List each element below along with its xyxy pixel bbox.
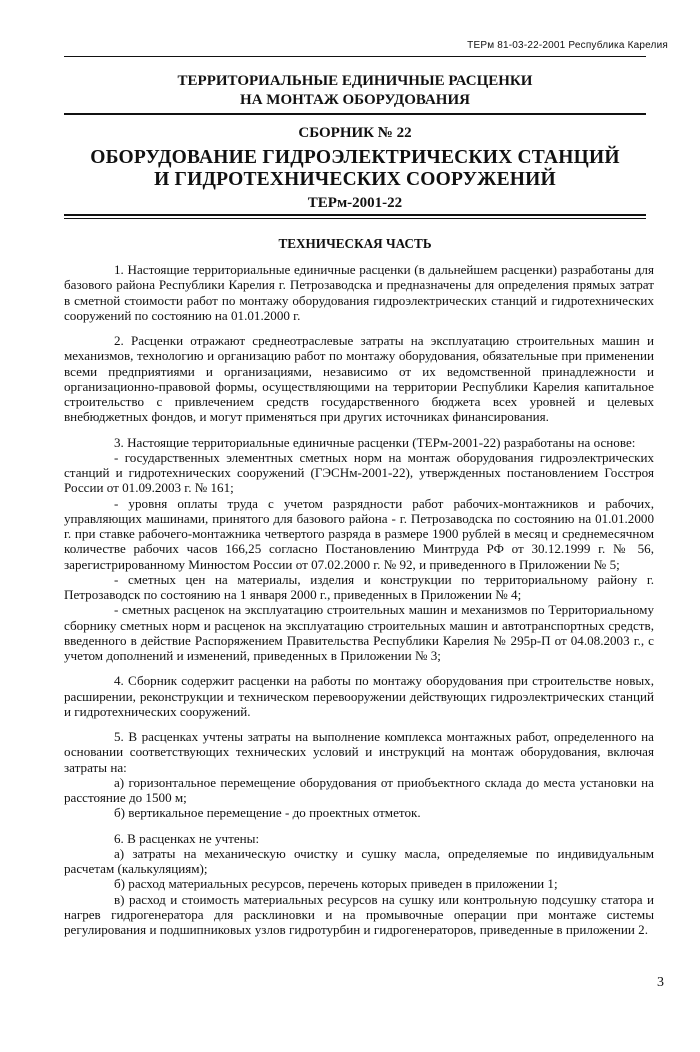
- paragraph-5: 5. В расценках учтены затраты на выполнение комплекса монтажных работ, определенного на основании соответствующих технических условий и инструкций на монтаж оборудования, включая затраты на:: [64, 729, 654, 775]
- list-item: а) затраты на механическую очистку и сушку масла, определяемые по индивидуальным расчетам (калькуляциям);: [64, 845, 654, 876]
- page-number: 3: [657, 975, 664, 990]
- collection-number: СБОРНИК № 22: [298, 125, 412, 141]
- list-item: - уровня оплаты труда с учетом разрядности работ рабочих-монтажников и рабочих, управляющих машинами, принятого для базового района - г. Петрозаводска по состоянию на 01.01.2000 г. при ставке рабочего-монтажника четвертого разряда в размере 1900 рублей в месяц и среднемесячном количестве рабочих часов 166,25 согласно Постановлению Минтруда РФ от 30.12.1999 г. № 56, зарегистрированному Минюстом России от 07.02.2000 г. № 92, и приведенного в Приложении № 5;: [64, 495, 654, 572]
- double-rule-bottom: [64, 218, 646, 219]
- header-rule: [64, 56, 646, 57]
- list-item: в) расход и стоимость материальных ресурсов на сушку или контрольную подсушку статора и нагрев гидрогенератора для расклиновки и на промывочные операции при монтаже системы регулирования и подшипниковых узлов гидротурбин и гидрогенераторов, приведенные в приложении 2.: [64, 891, 654, 937]
- paragraph-2: 2. Расценки отражают среднеотраслевые затраты на эксплуатацию строительных машин и механизмов, технологию и организацию работ по монтажу оборудования, обязательные при применении всеми предприятиями и организациями, независимо от их ведомственной принадлежности и организационно-правовой формы, осуществляющими на территории Республики Карелия капитальное строительство с привлечением средств государственного бюджета всех уровней и целевых внебюджетных фондов, и могут применяться при других источниках финансирования.: [64, 333, 654, 425]
- collection-name-line1: ОБОРУДОВАНИЕ ГИДРОЭЛЕКТРИЧЕСКИХ СТАНЦИЙ: [90, 147, 620, 168]
- list-item: а) горизонтальное перемещение оборудования от приобъектного склада до места установки на расстояние до 1500 м;: [64, 774, 654, 805]
- list-item: - сметных цен на материалы, изделия и конструкции по территориальному району г. Петрозаводск по состоянию на 1 января 2000 г., приведенных в Приложении № 4;: [64, 571, 654, 602]
- paragraph-6: 6. В расценках не учтены:: [114, 830, 260, 846]
- document-title-line1: ТЕРРИТОРИАЛЬНЫЕ ЕДИНИЧНЫЕ РАСЦЕНКИ: [177, 73, 533, 89]
- document-title-line2: НА МОНТАЖ ОБОРУДОВАНИЯ: [240, 92, 470, 108]
- title-rule: [64, 113, 646, 115]
- list-item: - государственных элементных сметных норм на монтаж оборудования гидроэлектрических станций и гидротехнических сооружений (ГЭСНм-2001-22), утвержденных постановлением Госстроя России от 01.09.2003 г. № 161;: [64, 449, 654, 496]
- double-rule-top: [64, 214, 646, 216]
- collection-code: ТЕРм-2001-22: [307, 195, 403, 211]
- list-item: б) вертикальное перемещение - до проектных отметок.: [114, 805, 421, 821]
- document-code-header: ТЕРм 81-03-22-2001 Республика Карелия: [467, 40, 668, 51]
- document-body: [64, 262, 654, 937]
- paragraph-4: 4. Сборник содержит расценки на работы по монтажу оборудования при строительстве новых, расширении, реконструкции и техническом перевооружении действующих гидроэлектрических станций и гидротехнических сооружений.: [64, 673, 654, 719]
- list-item: б) расход материальных ресурсов, перечень которых приведен в приложении 1;: [114, 876, 558, 892]
- paragraph-3: 3. Настоящие территориальные единичные расценки (ТЕРм-2001-22) разработаны на основе:: [114, 434, 636, 450]
- section-title: ТЕХНИЧЕСКАЯ ЧАСТЬ: [278, 236, 432, 251]
- list-item: - сметных расценок на эксплуатацию строительных машин и механизмов по Территориальному сборнику сметных норм и расценок на эксплуатацию строительных машин и автотранспортных средств, введенного в действие Распоряжением Правительства Республики Карелия № 295р-П от 04.08.2003 г., с учетом дополнений и изменений, приведенных в Приложении № 3;: [64, 602, 654, 663]
- paragraph-1: 1. Настоящие территориальные единичные расценки (в дальнейшем расценки) разработаны для базового района Республики Карелия г. Петрозаводска и предназначены для определения прямых затрат в сметной стоимости работ по монтажу оборудования гидроэлектрических станций и гидротехнических сооружений по состоянию на 01.01.2000 г.: [64, 262, 654, 323]
- collection-name-line2: И ГИДРОТЕХНИЧЕСКИХ СООРУЖЕНИЙ: [154, 169, 556, 190]
